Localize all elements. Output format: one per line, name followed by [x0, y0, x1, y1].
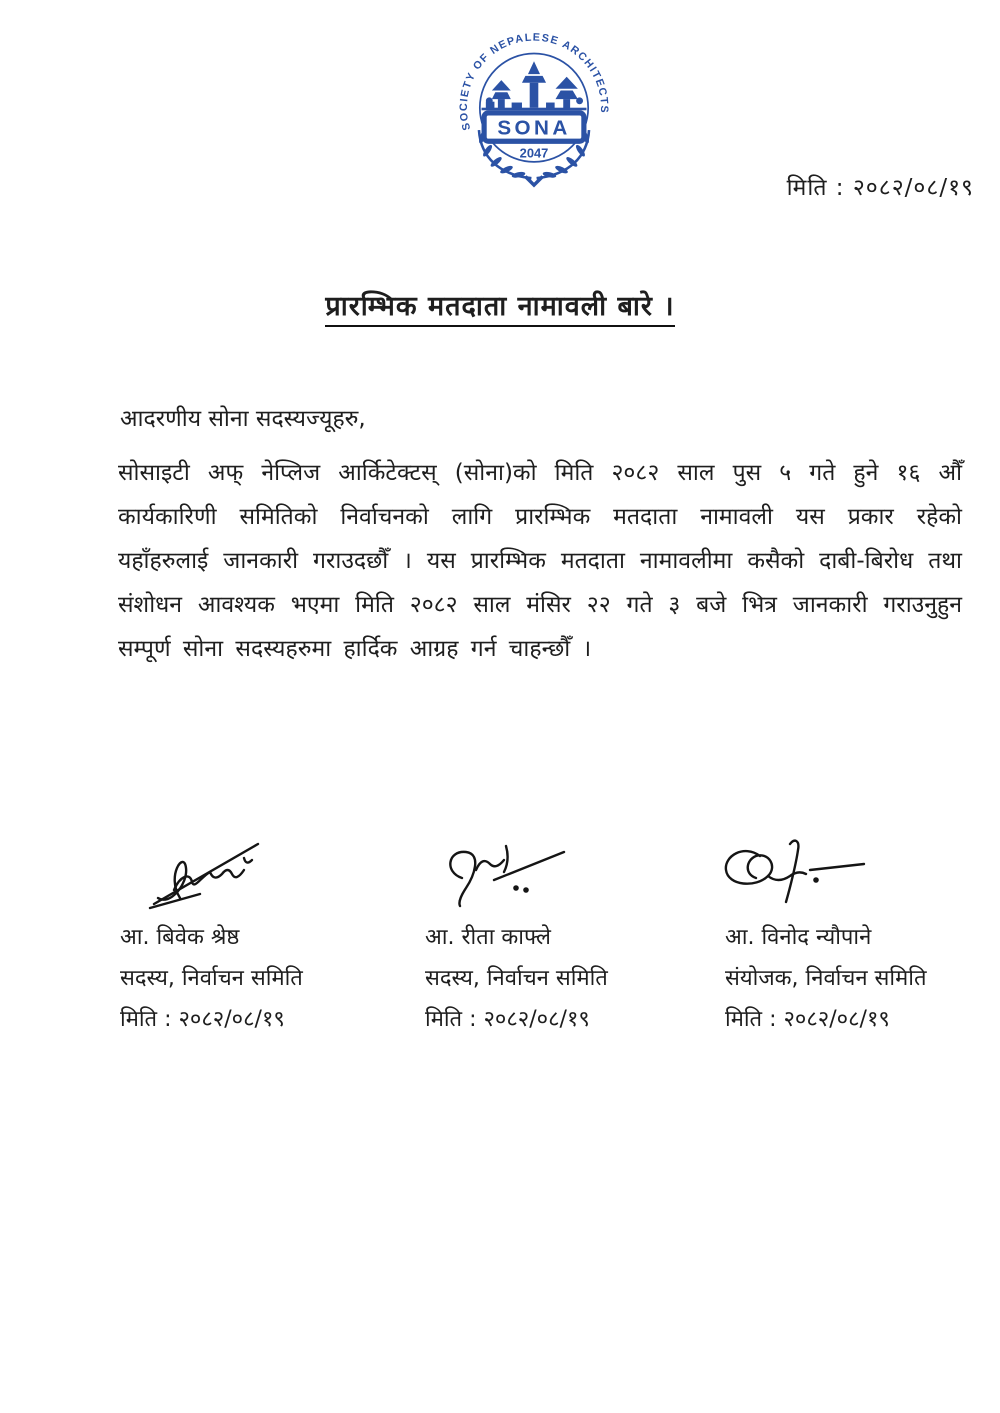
signatory-block-3 — [725, 917, 1000, 1040]
signatory-block-2 — [425, 917, 715, 1040]
page-title — [0, 286, 1000, 323]
letter-date: मिति : २०८२/०८/१९ — [786, 175, 974, 201]
page-title-text: प्रारम्भिक मतदाता नामावली बारे । — [325, 291, 674, 327]
salutation: आदरणीय सोना सदस्यज्यूहरु, — [120, 406, 366, 432]
logo-acronym: SONA — [497, 116, 571, 140]
signatory-block-1 — [120, 917, 410, 1040]
signer-role: संयोजक, निर्वाचन समिति — [725, 966, 927, 991]
signer-date: मिति : २०८२/०८/१९ — [725, 1007, 890, 1032]
signature-image-2 — [432, 836, 582, 911]
signer-role: सदस्य, निर्वाचन समिति — [425, 966, 608, 991]
logo-banner — [484, 113, 584, 141]
signer-name: आ. विनोद न्यौपाने — [725, 925, 872, 950]
signer-name: आ. बिवेक श्रेष्ठ — [120, 925, 240, 950]
signer-role: सदस्य, निर्वाचन समिति — [120, 966, 303, 991]
signer-name: आ. रीता काफ्ले — [425, 925, 551, 950]
signer-date: मिति : २०८२/०८/१९ — [120, 1007, 285, 1032]
sona-logo-icon — [448, 26, 620, 198]
body-paragraph: सोसाइटी अफ् नेप्लिज आर्किटेक्टस् (सोना)को मिति २०८२ साल पुस ५ गते हुने १६ औँ कार्यकारिणी समितिको निर्वाचनको लागि प्रारम्भिक मतदाता नामावली यस प्रकार रहेको यहाँहरुलाई जानकारी गराउदछौँ । यस प्रारम्भिक मतदाता नामावलीमा कसैको दाबी-बिरोध तथा संशोधन आवश्यक भएमा मिति २०८२ साल मंसिर २२ गते ३ बजे भित्र जानकारी गराउनुहुन सम्पूर्ण सोना सदस्यहरुमा हार्दिक आग्रह गर्न चाहन्छौँ । — [118, 460, 962, 662]
logo-year: 2047 — [519, 145, 549, 161]
org-circular-text: SOCIETY OF NEPALESE ARCHITECTS — [457, 31, 611, 132]
signer-date: मिति : २०८२/०८/१९ — [425, 1007, 590, 1032]
signature-image-1 — [140, 832, 280, 912]
signature-image-3 — [716, 830, 876, 908]
